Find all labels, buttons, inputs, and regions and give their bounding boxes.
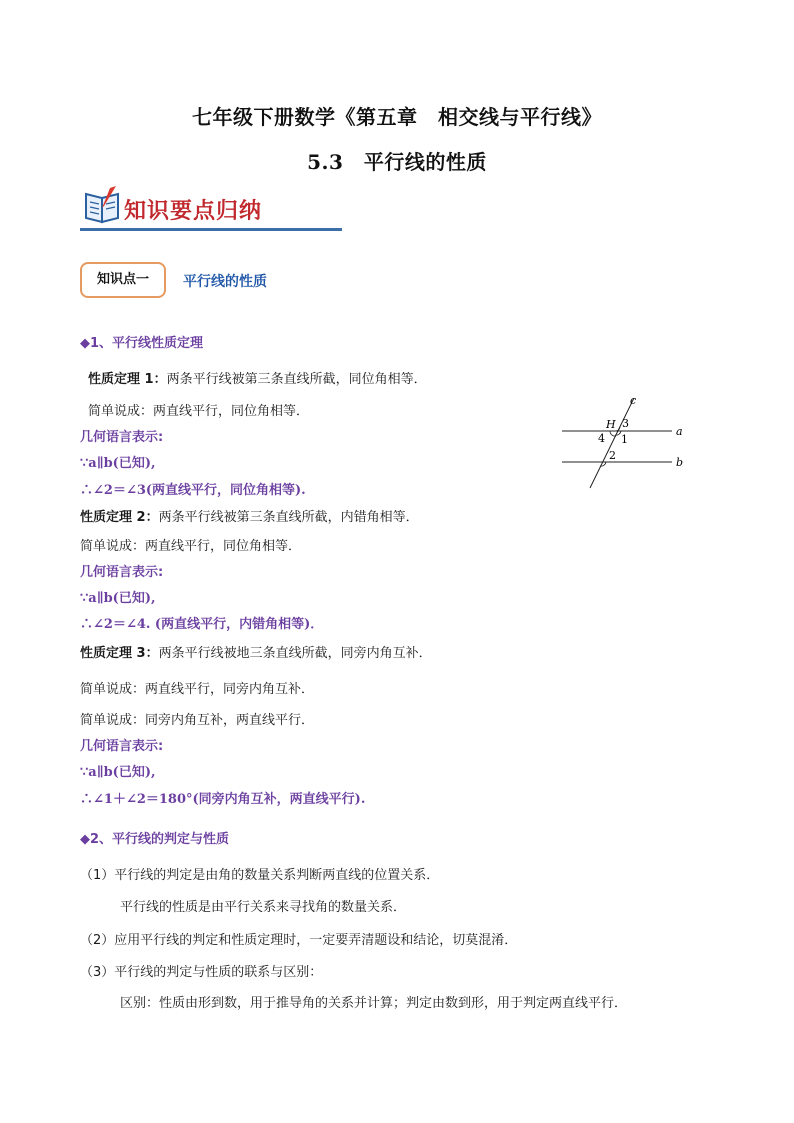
theorem2-text: 两条平行线被第三条直线所截，内错角相等． bbox=[158, 510, 419, 525]
knowledge-point-title: 平行线的性质 bbox=[183, 274, 267, 290]
t2-given: ∵a∥b(已知), bbox=[80, 591, 156, 606]
theorem1-simple: 简单说成：两直线平行，同位角相等． bbox=[88, 404, 310, 419]
knowledge-point-badge: 知识点一 bbox=[80, 262, 166, 298]
label-b: b bbox=[676, 456, 684, 469]
document-subtitle: 5.3 平行线的性质 bbox=[307, 150, 487, 174]
section2-item3: （3）平行线的判定与性质的联系与区别： bbox=[80, 965, 323, 980]
theorem3-line bbox=[80, 642, 432, 661]
theorem3-simple1: 简单说成：两直线平行，同旁内角互补． bbox=[80, 682, 315, 697]
theorem3-simple2: 简单说成：同旁内角互补，两直线平行． bbox=[80, 713, 315, 728]
label-4: 4 bbox=[598, 432, 605, 445]
geo-language-label-1: 几何语言表示: bbox=[80, 430, 164, 445]
section2-item3b: 区别：性质由形到数，用于推导角的关系并计算；判定由数到形，用于判定两直线平行． bbox=[120, 996, 628, 1011]
theorem1-label: 性质定理 1： bbox=[88, 372, 167, 387]
t1-conclusion: ∴∠2＝∠3(两直线平行，同位角相等). bbox=[80, 483, 306, 498]
geo-language-label-3: 几何语言表示: bbox=[80, 739, 164, 754]
book-icon bbox=[82, 184, 124, 226]
theorem1-line bbox=[88, 368, 427, 387]
t3-given: ∵a∥b(已知), bbox=[80, 765, 156, 780]
banner-label: 知识要点归纳 bbox=[124, 198, 263, 224]
section-banner bbox=[80, 180, 344, 236]
label-c: c bbox=[630, 394, 637, 407]
section1-heading: ◆1、平行线性质定理 bbox=[80, 336, 204, 351]
label-1: 1 bbox=[621, 433, 628, 446]
label-2: 2 bbox=[609, 449, 616, 462]
theorem1-text: 两条平行线被第三条直线所截，同位角相等． bbox=[166, 372, 427, 387]
t3-conclusion: ∴∠1＋∠2＝180°(同旁内角互补，两直线平行). bbox=[80, 792, 366, 807]
parallel-lines-figure bbox=[560, 392, 690, 492]
theorem2-label: 性质定理 2： bbox=[80, 510, 159, 525]
banner-underline bbox=[80, 228, 342, 231]
section2-item1b: 平行线的性质是由平行关系来寻找角的数量关系． bbox=[120, 900, 407, 915]
label-a: a bbox=[676, 425, 683, 438]
theorem3-label: 性质定理 3： bbox=[80, 646, 159, 661]
geo-language-label-2: 几何语言表示: bbox=[80, 565, 164, 580]
t2-conclusion: ∴∠2＝∠4. (两直线平行，内错角相等)． bbox=[80, 617, 324, 632]
theorem3-text: 两条平行线被地三条直线所截，同旁内角互补． bbox=[158, 646, 432, 661]
label-3: 3 bbox=[622, 417, 629, 430]
section2-item2: （2）应用平行线的判定和性质定理时，一定要弄清题设和结论，切莫混淆． bbox=[80, 933, 518, 948]
label-H: H bbox=[606, 418, 616, 431]
document-title: 七年级下册数学《第五章 相交线与平行线》 bbox=[192, 105, 602, 129]
theorem2-line bbox=[80, 506, 419, 525]
section2-heading: ◆2、平行线的判定与性质 bbox=[80, 832, 230, 847]
t1-given: ∵a∥b(已知), bbox=[80, 456, 156, 471]
section2-item1: （1）平行线的判定是由角的数量关系判断两直线的位置关系． bbox=[80, 868, 440, 883]
theorem2-simple: 简单说成：两直线平行，同位角相等． bbox=[80, 539, 302, 554]
